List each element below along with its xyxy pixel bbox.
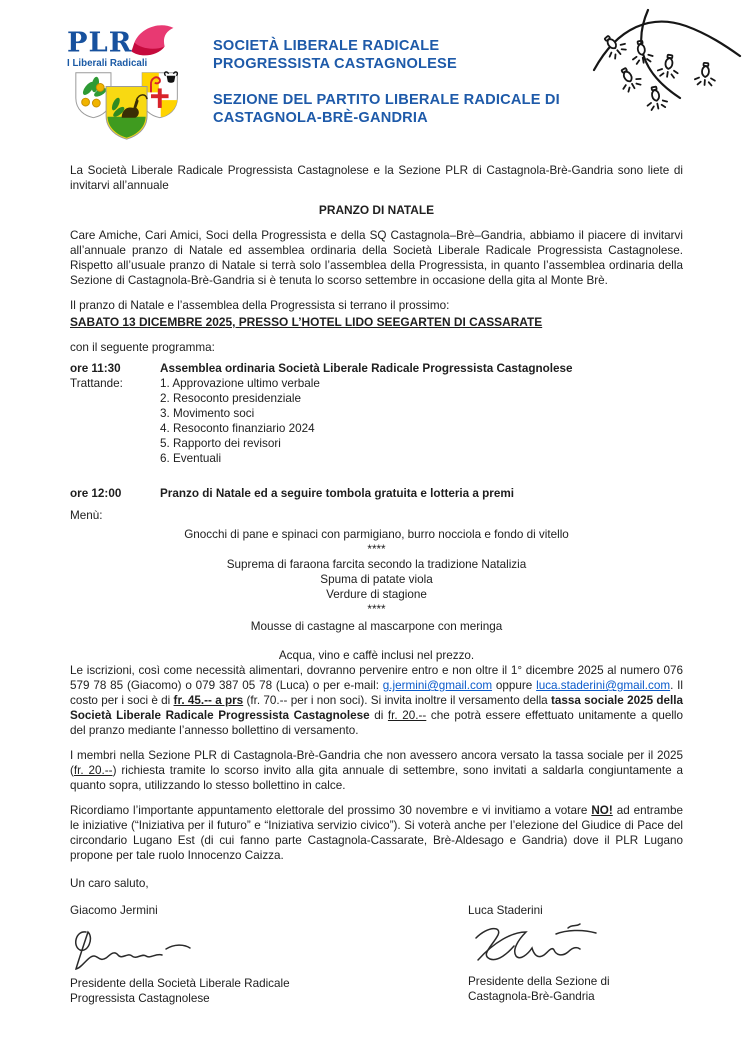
slot2-title: Pranzo di Natale ed a seguire tombola gratuita e lotteria a premi bbox=[160, 487, 514, 500]
menu-course: Verdure di stagione bbox=[326, 588, 427, 601]
programme-agenda bbox=[70, 376, 683, 466]
document-header bbox=[0, 0, 750, 163]
light-bulb-icon bbox=[599, 31, 716, 111]
signature-role: Presidente della Società Liberale Radicale Progressista Castagnolese bbox=[70, 977, 290, 1005]
signature-name: Giacomo Jermini bbox=[70, 904, 158, 917]
dues-paragraph bbox=[70, 748, 683, 793]
text-segment: fr. 20.-- bbox=[73, 764, 113, 777]
text-segment: Ricordiamo l’importante appuntamento elettorale del prossimo 30 novembre e vi invitiamo a votare bbox=[70, 804, 592, 817]
text-segment: (fr. 70.-- per i non soci). Si invita inoltre il versamento della bbox=[243, 694, 551, 707]
agenda-item: 3. Movimento soci bbox=[160, 407, 255, 420]
slot1-title: Assemblea ordinaria Società Liberale Radicale Progressista Castagnolese bbox=[160, 362, 573, 375]
text-segment: oppure bbox=[492, 679, 537, 692]
luca-signature bbox=[468, 922, 628, 972]
section-title bbox=[213, 92, 603, 127]
text-segment: Le iscrizioni, così come necessità alimentari, dovranno pervenire entro e non oltre il 1° dicembre 2025 al numero 076 579 78 85 (Giacomo) o 079 387 05 78 (Luca) o per e-mail: bbox=[70, 664, 683, 692]
text-segment: di bbox=[369, 709, 388, 722]
slot1-time: ore 11:30 bbox=[70, 362, 121, 375]
menu-label: Menù: bbox=[70, 509, 103, 522]
plr-acronym: PLR bbox=[67, 26, 133, 59]
text-segment: tassa sociale 2025 della Società Liberale Radicale Progressista Castagnolese bbox=[70, 694, 684, 722]
programme-intro: con il seguente programma: bbox=[70, 341, 215, 354]
text-segment: . Il costo per i soci è di bbox=[70, 679, 684, 707]
menu-separator: **** bbox=[367, 603, 386, 616]
agenda-item: 1. Approvazione ultimo verbale bbox=[160, 377, 320, 390]
org-title bbox=[213, 38, 603, 73]
slot2-time: ore 12:00 bbox=[70, 487, 122, 500]
invitation-paragraph: Care Amiche, Cari Amici, Soci della Progressista e della SQ Castagnola–Brè–Gandria, abbiamo il piacere di invitarvi all’annuale pranzo di Natale ed assemblea ordinaria della Società Liberale Radicale Progressista Castagnolese. Rispetto all’usuale pranzo di Natale si terrà solo l’assemblea della Progressista, in quanto l’assemblea ordinaria della Sezione di Castagnola-Brè-Gandria si è tenuta lo scorso settembre in occasione della gita al Monte Brè. bbox=[70, 229, 683, 287]
menu-course: Gnocchi di pane e spinaci con parmigiano, burro nocciola e fondo di vitello bbox=[184, 528, 569, 541]
giacomo-signature bbox=[70, 922, 250, 974]
registration-paragraph bbox=[70, 663, 683, 738]
agenda-item: 6. Eventuali bbox=[160, 452, 222, 465]
email-link[interactable]: g.jermini@gmail.com bbox=[382, 679, 493, 692]
signature-role: Presidente della Sezione di Castagnola-Brè-Gandria bbox=[468, 975, 610, 1003]
event-title: PRANZO DI NATALE bbox=[318, 203, 435, 217]
programme-slot2 bbox=[70, 486, 683, 501]
menu-note: Acqua, vino e caffè inclusi nel prezzo. bbox=[278, 649, 475, 662]
section-title-line: CASTAGNOLA-BRÈ-GANDRIA bbox=[213, 109, 428, 126]
date-heading: SABATO 13 DICEMBRE 2025, PRESSO L’HOTEL LIDO SEEGARTEN DI CASSARATE bbox=[70, 315, 543, 329]
agenda-item: 2. Resoconto presidenziale bbox=[160, 392, 301, 405]
document-body bbox=[0, 163, 750, 1023]
text-segment: fr. 20.-- bbox=[387, 709, 427, 722]
plr-tagline: I Liberali Radicali bbox=[67, 57, 148, 69]
coat-of-arms-icon bbox=[76, 72, 178, 139]
menu-course: Suprema di faraona farcita secondo la tradizione Natalizia bbox=[226, 558, 527, 571]
text-segment: ad entrambe le iniziative (“Iniziativa per il futuro” e “Iniziativa servizio civico”). Si voterà anche per l’elezione del Giudice di Pace del circondario Lugano Est (di cui fanno parte Castagnola-Cassarate, Brè-Aldesago e Gandria) dove il PLR Lugano propone per tale ruolo Innocenzo Caizza. bbox=[70, 804, 684, 862]
when-line: Il pranzo di Natale e l’assemblea della Progressista si terrano il prossimo: bbox=[70, 299, 450, 312]
org-title-line: SOCIETÀ LIBERALE RADICALE bbox=[213, 38, 440, 54]
menu-course: Mousse di castagne al mascarpone con meringa bbox=[250, 620, 503, 633]
programme-slot1 bbox=[70, 361, 683, 376]
christmas-lights-icon bbox=[588, 8, 746, 116]
menu-separator: **** bbox=[367, 543, 386, 556]
signature-block-luca bbox=[468, 903, 688, 1004]
text-segment: NO! bbox=[591, 804, 613, 817]
text-segment: che potrà essere effettuato unitamente a quello del pranzo mediante l’annesso bollettino di versamento. bbox=[70, 709, 684, 737]
signature-area bbox=[70, 903, 683, 1023]
menu-course: Spuma di patate viola bbox=[320, 573, 433, 586]
plr-logo-icon bbox=[64, 24, 196, 146]
agenda-label: Trattande: bbox=[70, 377, 123, 390]
org-title-line: PROGRESSISTA CASTAGNOLESE bbox=[213, 55, 457, 72]
flame-icon bbox=[131, 25, 173, 55]
text-segment: fr. 45.-- a prs bbox=[173, 694, 244, 707]
election-paragraph bbox=[70, 803, 683, 863]
email-link[interactable]: luca.staderini@gmail.com bbox=[536, 679, 671, 692]
intro-paragraph: La Società Liberale Radicale Progressista Castagnolese e la Sezione PLR di Castagnola-Brè-Gandria sono liete di invitarvi all’annuale bbox=[70, 164, 683, 192]
text-segment: I membri nella Sezione PLR di Castagnola-Brè-Gandria che non avessero ancora versato la tassa sociale per il 2025 ( bbox=[70, 749, 683, 777]
signature-name: Luca Staderini bbox=[468, 904, 543, 917]
plr-logo bbox=[64, 24, 196, 151]
text-segment: ) richiesta tramite lo scorso invito alla gita annuale di settembre, sono invitati a saldarla congiuntamente a quanto sopra, utilizzando lo stesso bollettino in calce. bbox=[70, 764, 683, 792]
section-title-line: SEZIONE DEL PARTITO LIBERALE RADICALE DI bbox=[213, 92, 560, 108]
agenda-item: 4. Resoconto finanziario 2024 bbox=[160, 422, 315, 435]
closing-salutation: Un caro saluto, bbox=[70, 877, 149, 890]
signature-block-giacomo bbox=[70, 903, 400, 1006]
header-titles bbox=[213, 38, 603, 127]
agenda-item: 5. Rapporto dei revisori bbox=[160, 437, 281, 450]
shield-ibex-icon bbox=[106, 86, 147, 139]
